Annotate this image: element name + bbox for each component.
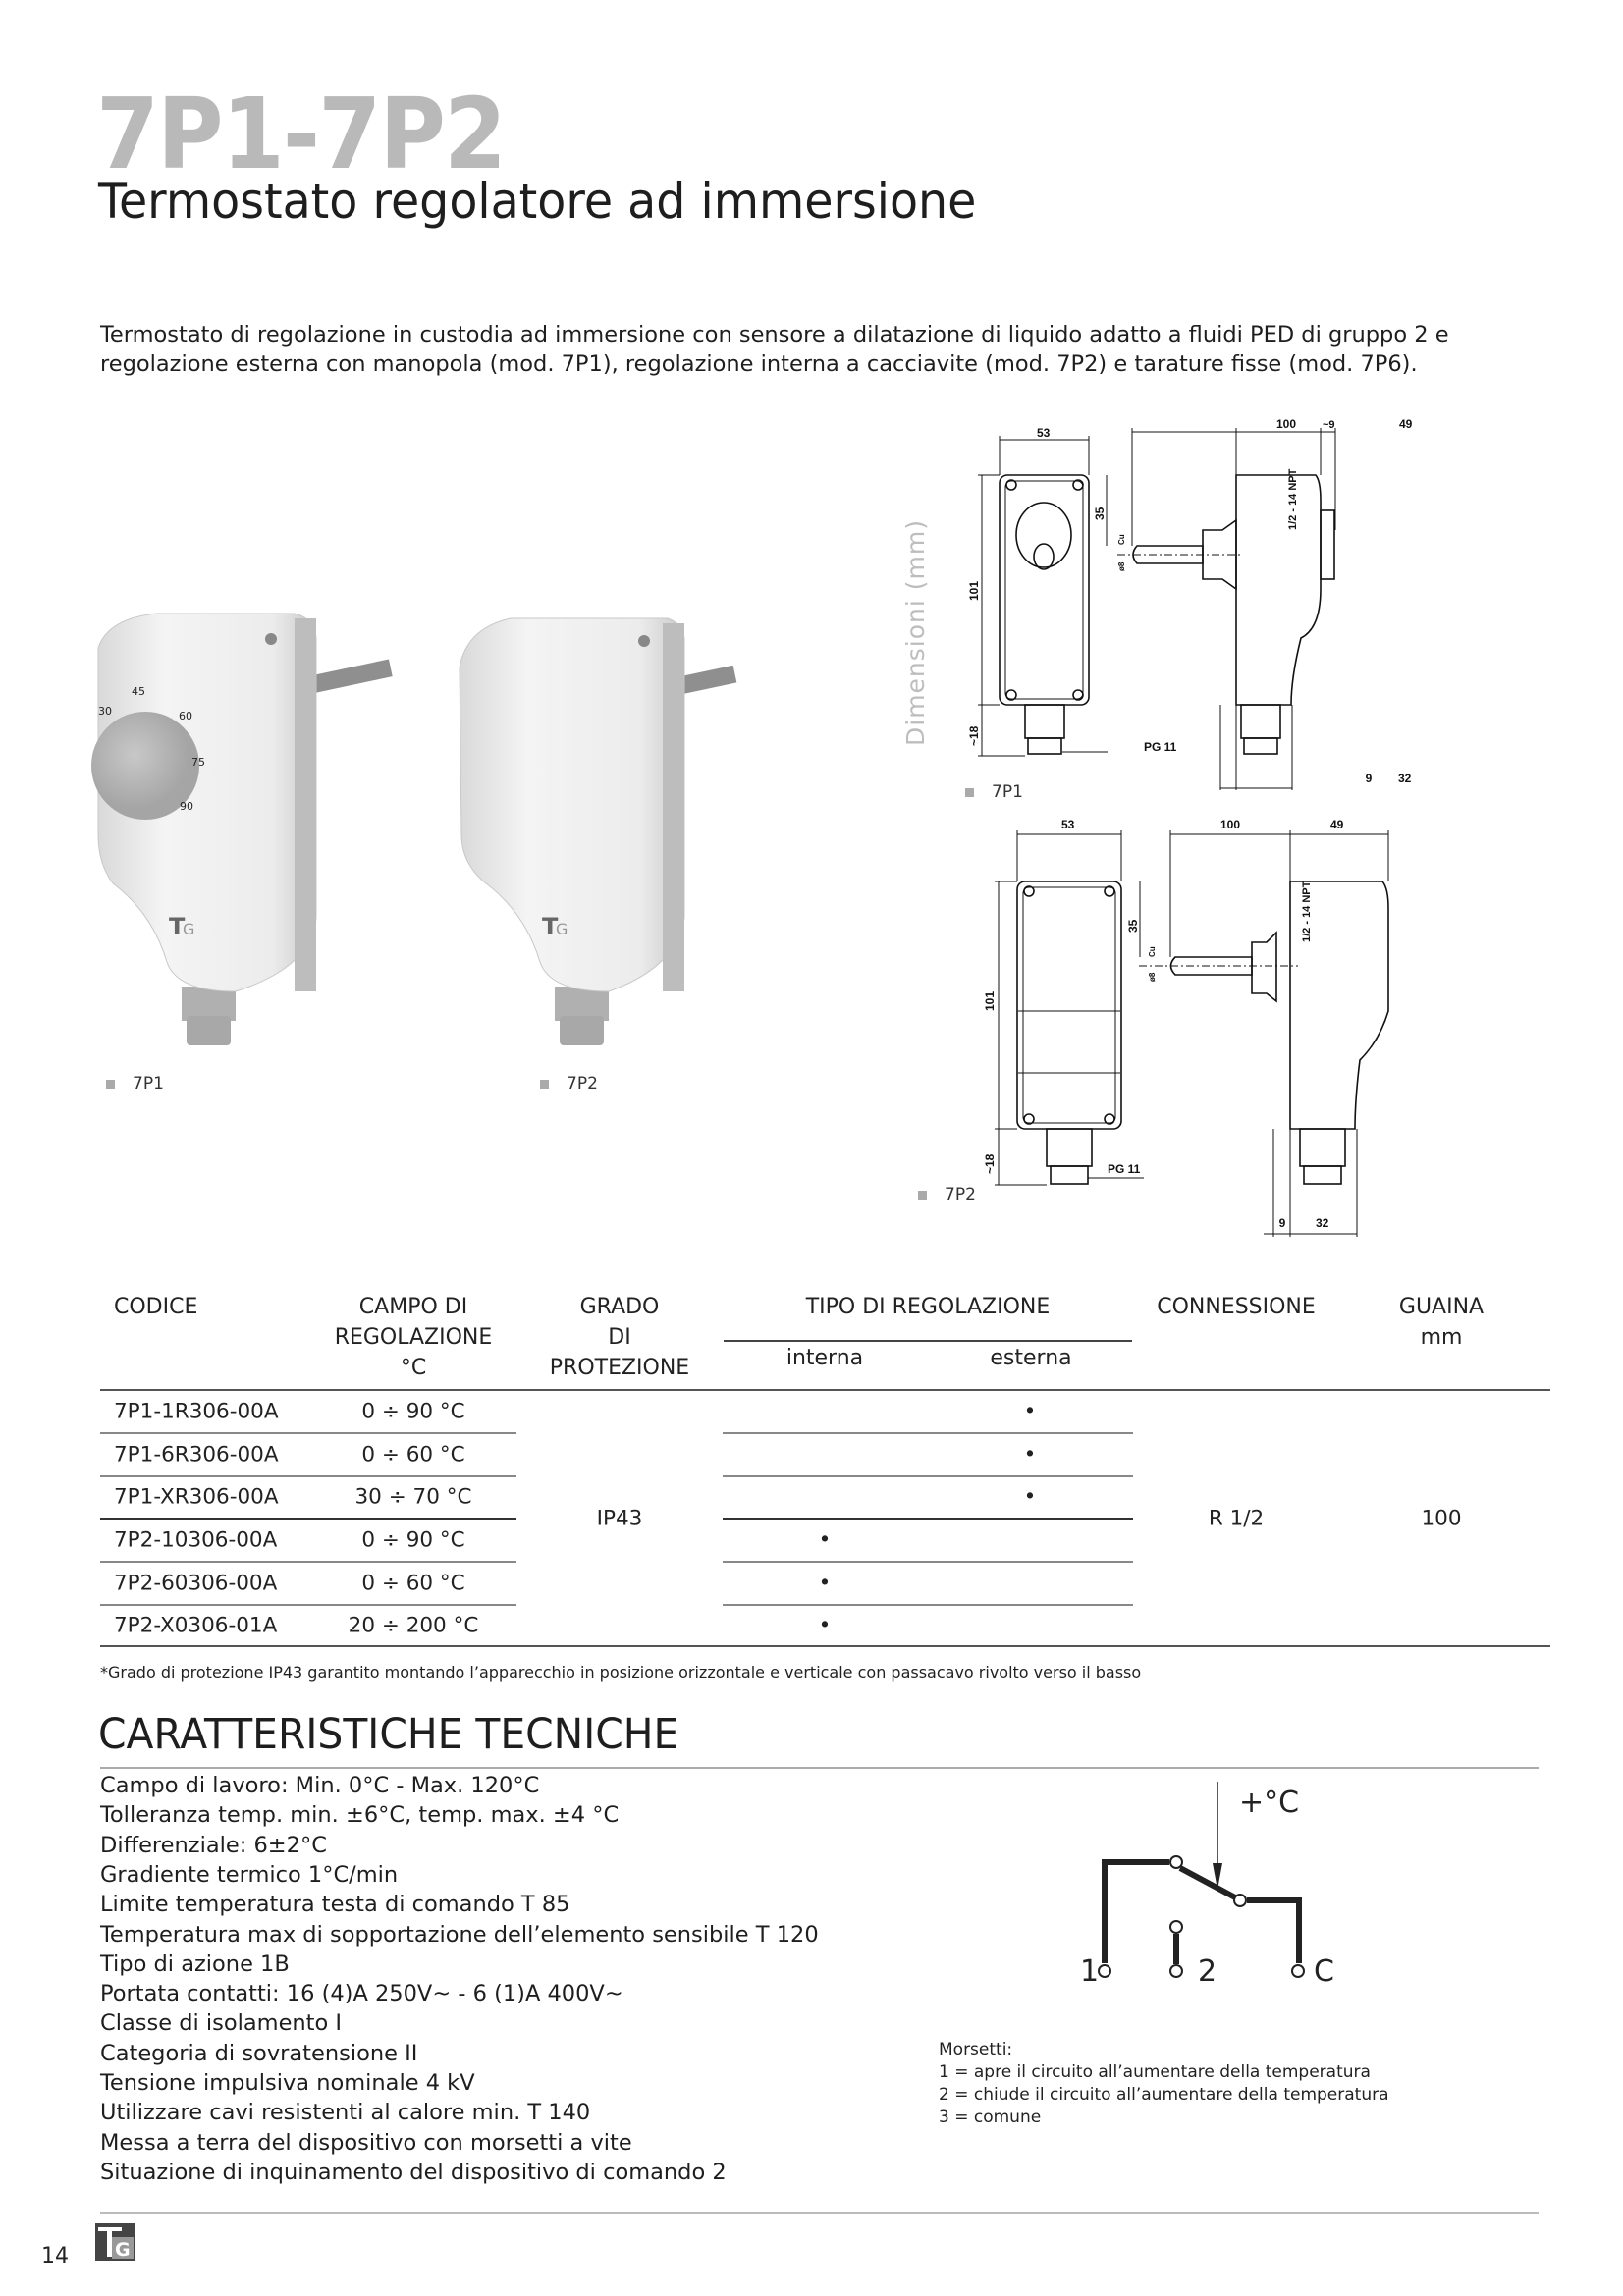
col-header-campo: CAMPO DI REGOLAZIONE °C [334,1295,493,1380]
dim-7p1-thread: 1/2 - 14 NPT [1287,468,1299,530]
dim-7p1-gland: ~18 [967,725,981,746]
cell-codice: 7P1-6R306-00A [114,1442,279,1468]
spec-line: Tipo di azione 1B [100,1950,290,1977]
row-divider [100,1561,516,1563]
cell-interna: • [818,1613,832,1638]
terminal-icon [1170,1965,1182,1977]
legend-item: 3 = comune [939,2108,1042,2127]
col-header-tipo: TIPO DI REGOLAZIONE [805,1295,1051,1319]
svg-text:45: 45 [132,685,145,698]
row-divider [723,1432,1133,1434]
row-divider [100,1475,516,1477]
divider [100,2212,1539,2214]
cell-codice: 7P1-XR306-00A [114,1484,279,1510]
svg-text:90: 90 [180,800,193,813]
svg-text:30: 30 [98,705,112,718]
divider [100,1645,1550,1647]
svg-text:T: T [542,913,559,940]
legend-item: 2 = chiude il circuito all’aumentare della temperatura [939,2085,1389,2105]
dimensions-label: Dimensioni (mm) [901,519,930,746]
drawing-7p1 [978,428,1335,790]
dim-7p1-knob: ~9 [1323,419,1335,431]
switch-lever [1180,1868,1235,1897]
section-title: CARATTERISTICHE TECNICHE [98,1710,679,1759]
cell-codice: 7P2-X0306-01A [114,1613,278,1638]
photo-7p2 [460,618,736,1045]
row-divider [723,1475,1133,1477]
dim-7p2-width: 53 [1061,818,1075,831]
table-footnote: *Grado di protezione IP43 garantito montando l’apparecchio in posizione orizzontale e verticale con passacavo rivolto verso il basso [100,1663,1142,1682]
cell-codice: 7P2-10306-00A [114,1527,278,1553]
dim-7p1-length: 100 [1276,417,1297,431]
terminal-2-label: 2 [1198,1954,1217,1989]
drawing-7p2 [995,830,1388,1237]
page-number: 14 [41,2244,69,2269]
dim-7p1-depth: 49 [1399,417,1413,431]
col-header-esterna: esterna [990,1346,1072,1370]
cell-esterna: • [1023,1484,1037,1510]
temp-label: +°C [1239,1786,1300,1820]
spec-line: Limite temperatura testa di comando T 85 [100,1892,570,1918]
contact-icon [1170,1921,1182,1933]
wire-c [1247,1900,1299,1963]
dim-7p1-width: 53 [1037,426,1051,440]
cell-grado: IP43 [596,1506,643,1531]
dim-7p1-top: 35 [1093,507,1107,520]
dim-7p2-height: 101 [983,990,997,1011]
dim-7p2-thread: 1/2 - 14 NPT [1301,881,1313,942]
cell-connessione: R 1/2 [1208,1506,1265,1531]
spec-line: Tensione impulsiva nominale 4 kV [100,2070,475,2096]
dim-7p2-cu: Cu [1148,946,1157,957]
dim-7p2-depth: 49 [1330,818,1344,831]
spec-line: Messa a terra del dispositivo con morsetti a vite [100,2129,632,2156]
cell-campo: 20 ÷ 200 °C [348,1613,479,1638]
col-header-interna: interna [785,1346,864,1370]
cell-guaina: 100 [1421,1506,1462,1531]
spec-line: Utilizzare cavi resistenti al calore min. T 140 [100,2100,591,2126]
spec-line: Situazione di inquinamento del dispositivo di comando 2 [100,2159,727,2185]
svg-text:G: G [556,920,568,938]
tg-logo [95,2223,135,2261]
col-header-grado: GRADO DI PROTEZIONE [549,1295,690,1380]
legend-item: 1 = apre il circuito all’aumentare della temperatura [939,2062,1371,2082]
cell-interna: • [818,1527,832,1553]
dim-7p2-gland: ~18 [983,1153,997,1174]
terminal-c-label: C [1314,1954,1334,1989]
col-header-guaina: GUAINA mm [1398,1295,1485,1350]
dim-7p2-dia: ø8 [1148,972,1157,982]
spec-line: Campo di lavoro: Min. 0°C - Max. 120°C [100,1773,540,1798]
dim-7p2-pg: PG 11 [1108,1162,1141,1176]
svg-text:60: 60 [179,710,192,722]
spec-line: Gradiente termico 1°C/min [100,1861,399,1888]
photo-caption-7p1: 7P1 [106,1074,164,1094]
row-divider [100,1432,516,1434]
product-title: 7P1-7P2 [96,77,506,191]
drawing-caption-7p2: 7P2 [918,1185,976,1204]
spec-line: Tolleranza temp. min. ±6°C, temp. max. ±4 °C [100,1802,620,1829]
dim-7p2-length: 100 [1220,818,1241,831]
contact-icon [1234,1895,1246,1906]
col-header-connessione: CONNESSIONE [1157,1295,1316,1319]
dim-7p1-pg: PG 11 [1144,740,1177,754]
contact-icon [1170,1856,1182,1868]
dim-7p2-b2: 32 [1316,1216,1329,1230]
dim-7p1-dia: ø8 [1117,561,1126,571]
cell-codice: 7P1-1R306-00A [114,1399,279,1424]
intro-paragraph: Termostato di regolazione in custodia ad immersione con sensore a dilatazione di liquido adatto a fluidi PED di gruppo 2 e regolazione esterna con manopola (mod. 7P1), regolazione interna a cacciavite (mod. 7P2) e tarature fisse (mod. 7P6). [100,322,1449,377]
cell-interna: • [818,1571,832,1596]
dim-7p1-cu: Cu [1117,534,1126,545]
contact-schematic [1060,1767,1355,1993]
cell-campo: 0 ÷ 90 °C [361,1527,465,1553]
svg-text:75: 75 [191,756,205,769]
spec-line: Temperatura max di sopportazione dell’elemento sensibile T 120 [100,1921,819,1948]
spec-line: Differenziale: 6±2°C [100,1832,327,1858]
divider [724,1340,1132,1342]
dim-7p1-b1: 9 [1365,772,1373,785]
row-divider [100,1604,516,1606]
spec-line: Classe di isolamento I [100,2010,343,2037]
divider [100,1389,1550,1391]
spec-line: Categoria di sovratensione II [100,2040,418,2066]
cell-campo: 0 ÷ 60 °C [361,1571,465,1596]
terminal-icon [1099,1965,1110,1977]
col-header-codice: CODICE [114,1295,198,1319]
svg-text:T: T [169,913,186,940]
cell-esterna: • [1023,1399,1037,1424]
wire-1 [1105,1862,1169,1963]
cell-codice: 7P2-60306-00A [114,1571,278,1596]
spec-line: Portata contatti: 16 (4)A 250V~ - 6 (1)A 400V~ [100,1981,623,2007]
cell-campo: 0 ÷ 60 °C [361,1442,465,1468]
row-divider [100,1518,516,1520]
cell-campo: 0 ÷ 90 °C [361,1399,465,1424]
terminal-1-label: 1 [1080,1954,1100,1989]
terminal-icon [1292,1965,1304,1977]
cell-campo: 30 ÷ 70 °C [354,1484,472,1510]
dim-7p1-b2: 32 [1398,772,1412,785]
row-divider [723,1561,1133,1563]
dim-7p1-height: 101 [967,580,981,601]
cell-esterna: • [1023,1442,1037,1468]
legend-title: Morsetti: [939,2040,1013,2059]
row-divider [723,1518,1133,1520]
photo-caption-7p2: 7P2 [540,1074,598,1094]
product-subtitle: Termostato regolatore ad immersione [98,173,977,230]
photo-7p1 [91,614,393,1045]
row-divider [723,1604,1133,1606]
drawing-caption-7p1: 7P1 [965,782,1023,802]
dim-7p2-b1: 9 [1278,1216,1286,1230]
svg-text:G: G [183,920,195,938]
dim-7p2-top: 35 [1126,919,1140,933]
svg-text:G: G [115,2239,131,2261]
